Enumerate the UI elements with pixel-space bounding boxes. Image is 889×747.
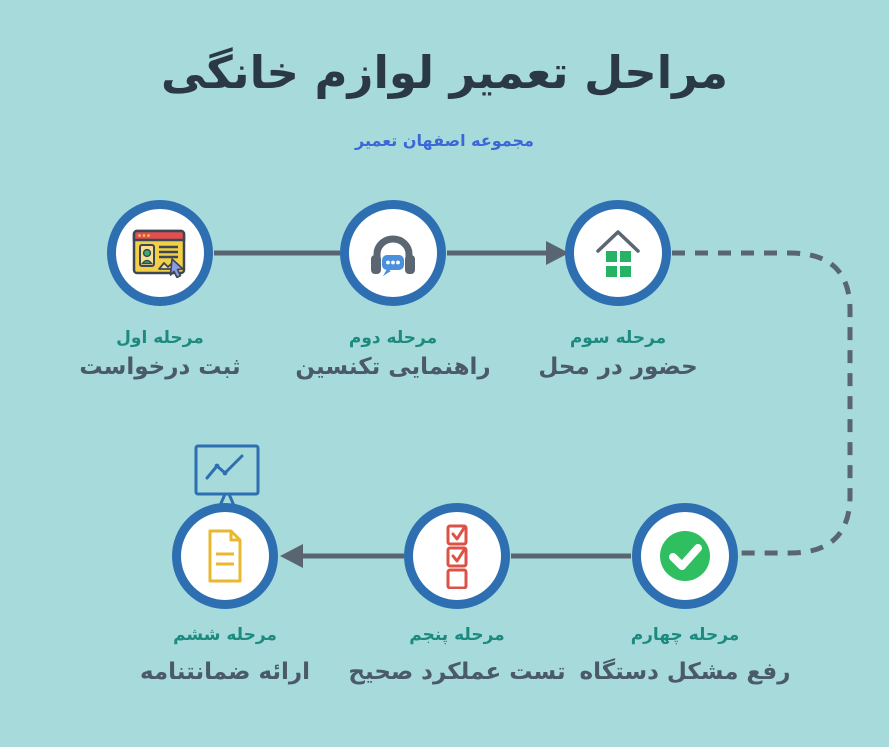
page-title: مراحل تعمیر لوازم خانگی xyxy=(160,46,729,99)
request-form-icon xyxy=(132,228,188,278)
chart-board-icon xyxy=(192,444,262,510)
step-6 xyxy=(110,503,340,685)
step-2-name: راهنمایی تکنسین xyxy=(295,354,491,380)
step-6-stage-label: مرحله ششم xyxy=(173,625,277,645)
step-4 xyxy=(570,503,800,685)
step-4-stage-label: مرحله چهارم xyxy=(630,625,740,645)
warranty-document-icon xyxy=(201,528,249,584)
step-4-name: رفع مشکل دستگاه xyxy=(579,659,791,685)
step-2-stage-label: مرحله دوم xyxy=(348,328,438,348)
step-6-circle xyxy=(172,503,278,609)
step-4-circle xyxy=(632,503,738,609)
checklist-icon xyxy=(435,523,479,589)
step-5-name: تست عملکرد صحیح xyxy=(348,659,566,685)
step-2 xyxy=(278,200,508,380)
support-headset-icon xyxy=(365,225,421,281)
step-2-circle xyxy=(340,200,446,306)
step-1 xyxy=(45,200,275,380)
step-5 xyxy=(342,503,572,685)
step-1-name: ثبت درخواست xyxy=(79,354,241,380)
step-1-stage-label: مرحله اول xyxy=(116,328,204,348)
home-icon xyxy=(590,225,646,281)
step-3-circle xyxy=(565,200,671,306)
step-5-circle xyxy=(404,503,510,609)
step-1-circle xyxy=(107,200,213,306)
check-circle-icon xyxy=(657,528,713,584)
step-3-stage-label: مرحله سوم xyxy=(569,328,667,348)
step-3-name: حضور در محل xyxy=(538,354,698,380)
step-3 xyxy=(503,200,733,380)
brand-subtitle: مجموعه اصفهان تعمیر xyxy=(355,131,534,150)
step-6-name: ارائه ضمانتنامه xyxy=(139,659,311,685)
step-5-stage-label: مرحله پنجم xyxy=(409,625,505,645)
